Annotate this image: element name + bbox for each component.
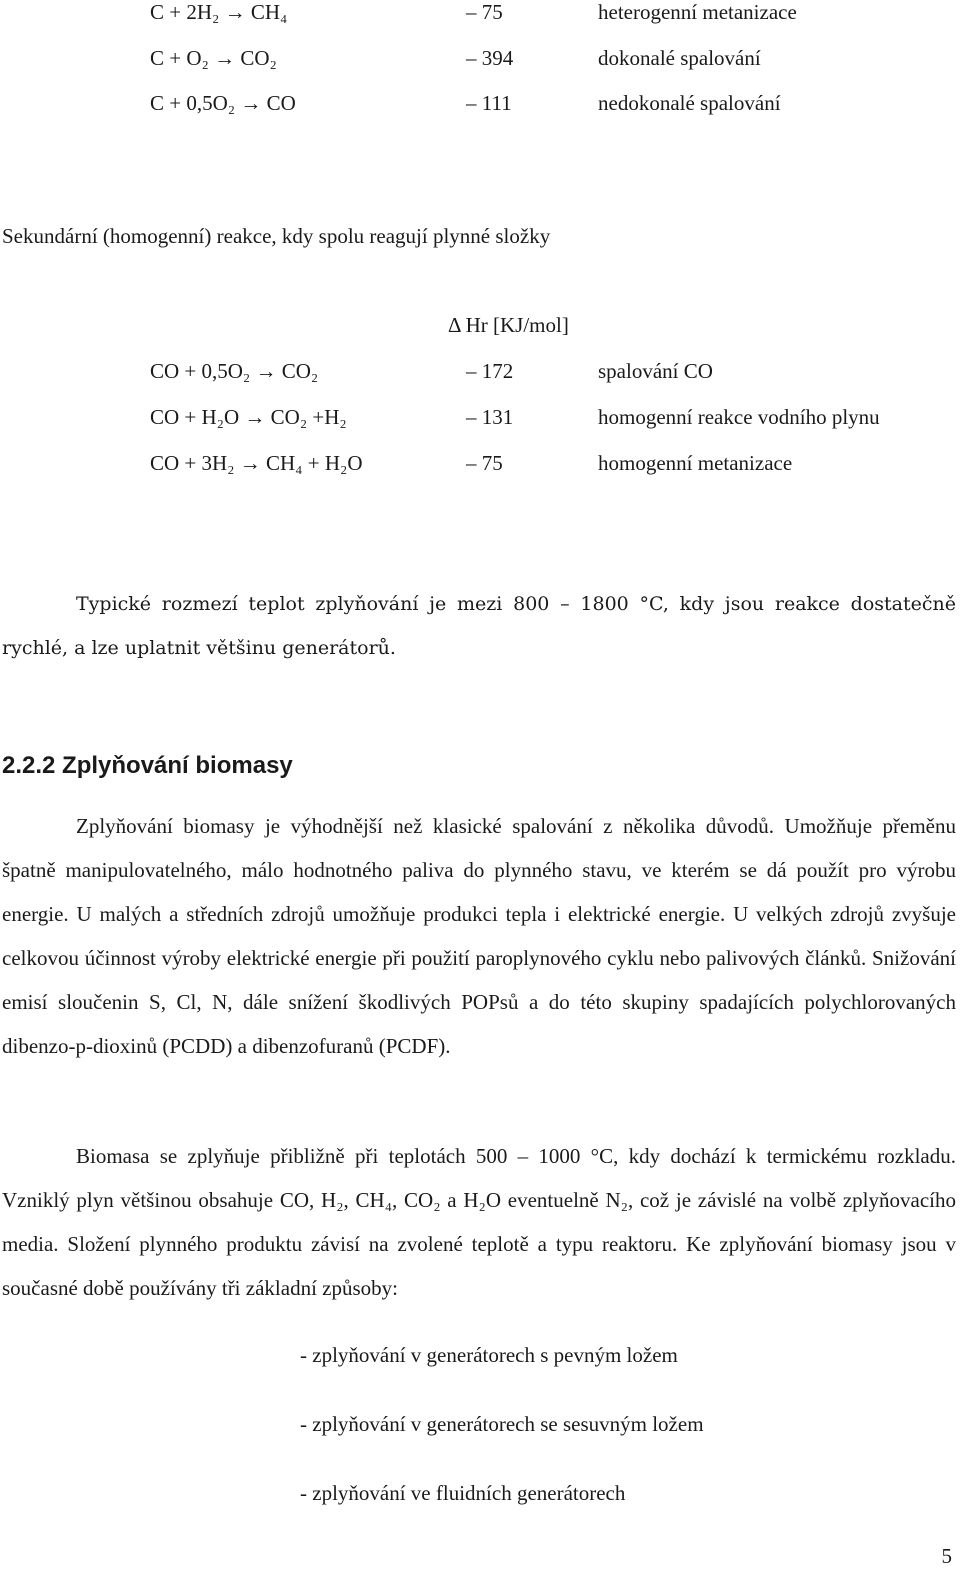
list-item: - zplyňování ve fluidních generátorech bbox=[300, 1481, 626, 1505]
reaction-description: dokonalé spalování bbox=[598, 46, 761, 70]
reaction-equation: CO + 3H₂ → CH₄ + H₂O bbox=[150, 451, 363, 475]
list-item: - zplyňování v generátorech s pevným ložem bbox=[300, 1343, 678, 1367]
reaction-equation: CO + 0,5O₂ → CO₂ bbox=[150, 359, 319, 383]
reaction-equation: C + 2H₂ → CH₄ bbox=[150, 0, 288, 24]
list-item: - zplyňování v generátorech se sesuvným ložem bbox=[300, 1412, 704, 1436]
reaction-enthalpy: – 394 bbox=[466, 46, 514, 70]
reaction-equation: CO + H₂O → CO₂ +H₂ bbox=[150, 405, 347, 429]
reaction-equation: C + 0,5O₂ → CO bbox=[150, 91, 296, 115]
enthalpy-header: Δ Hr [KJ/mol] bbox=[448, 313, 569, 337]
temperature-paragraph: Typické rozmezí teplot zplyňování je mezi 800 – 1800 °C, kdy jsou reakce dostatečně rychlé, a lze uplatnit většinu generátorů. bbox=[2, 593, 956, 659]
reaction-enthalpy: – 131 bbox=[466, 405, 514, 429]
reaction-description: homogenní metanizace bbox=[598, 451, 793, 475]
section-heading: 2.2.2 Zplyňování biomasy bbox=[2, 752, 293, 779]
page-number: 5 bbox=[941, 1544, 952, 1568]
paragraph-advantages: Zplyňování biomasy je výhodnější než klasické spalování z několika důvodů. Umožňuje přeměnu špatně manipulovatelného, málo hodnotného paliva do plynného stavu, ve kterém se dá použít pro výrobu energie. U malých a středních zdrojů umožňuje produkci tepla i elektrické energie. U velkých zdrojů zvyšuje celkovou účinnost výroby elektrické energie při použití paroplynového cyklu nebo palivových článků. Snižování emisí sloučenin S, Cl, N, dále snížení škodlivých POPsů a do této skupiny spadajících polychlorovaných dibenzo-p-dioxinů (PCDD) a dibenzofuranů (PCDF). bbox=[2, 814, 956, 1058]
reaction-description: heterogenní metanizace bbox=[598, 0, 797, 24]
reaction-equation: C + O₂ → CO₂ bbox=[150, 46, 277, 70]
reaction-description: spalování CO bbox=[598, 359, 713, 383]
reaction-description: homogenní reakce vodního plynu bbox=[598, 405, 880, 429]
reaction-enthalpy: – 75 bbox=[466, 0, 503, 24]
paragraph-process: Biomasa se zplyňuje přibližně při teplotách 500 – 1000 °C, kdy dochází k termickému rozkladu. Vzniklý plyn většinou obsahuje CO, H₂, CH₄, CO₂ a H₂O eventuelně N₂, což je závislé na volbě zplyňovacího media. Složení plynného produktu závisí na zvolené teplotě a typu reaktoru. Ke zplyňování biomasy jsou v současné době používány tři základní způsoby: bbox=[2, 1144, 956, 1300]
reaction-enthalpy: – 172 bbox=[466, 359, 514, 383]
reaction-description: nedokonalé spalování bbox=[598, 91, 781, 115]
reaction-enthalpy: – 111 bbox=[466, 91, 512, 115]
secondary-reactions-intro: Sekundární (homogenní) reakce, kdy spolu reagují plynné složky bbox=[2, 224, 551, 248]
reaction-enthalpy: – 75 bbox=[466, 451, 503, 475]
